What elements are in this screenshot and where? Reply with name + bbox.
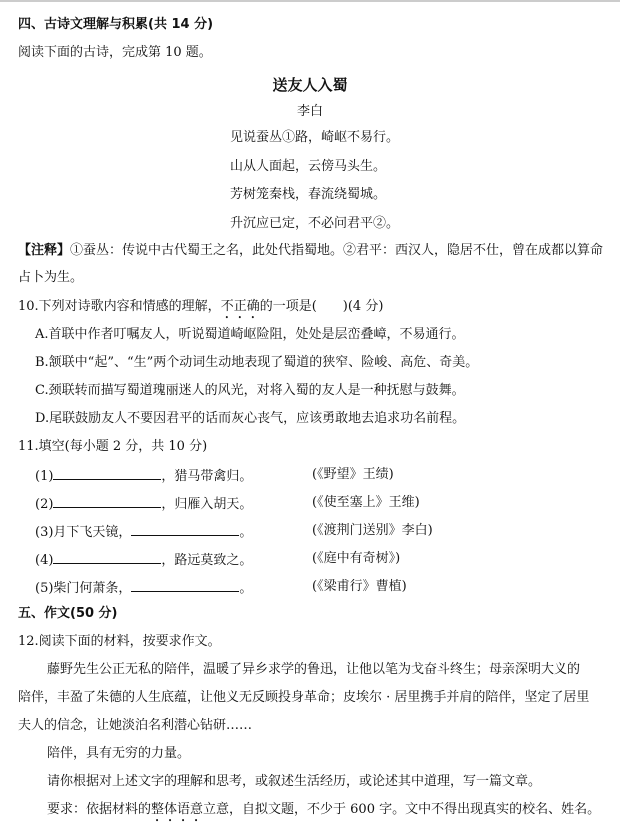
notes-text-1: ①蚕丛：传说中古代蜀王之名，此处代指蜀地。②君平：西汉人，隐居不仕，曾在成都以算命 — [70, 243, 604, 258]
q11-item-2-source: (《使至塞上》王维) — [312, 495, 420, 510]
q11-item-3-blank[interactable] — [131, 522, 239, 536]
q11-item-5-source: (《梁甫行》曹植) — [312, 579, 407, 594]
q11-item-1-post: ，猎马带禽归。 — [161, 469, 253, 484]
q11-item-5-post: 。 — [239, 581, 253, 596]
q11-item-3-pre: (3)月下飞天镜， — [35, 525, 132, 540]
poem-line-4: 升沉应已定，不必问君平②。 — [230, 216, 400, 231]
q11-item-5-blank[interactable] — [131, 578, 239, 592]
q11-item-2 — [35, 494, 252, 514]
page-top-border — [0, 0, 620, 2]
poem-line-3: 芳树笼秦栈，春流绕蜀城。 — [230, 187, 387, 202]
q11-item-4-source: (《庭中有奇树》) — [312, 551, 401, 566]
material-line-4: 陪伴，具有无穷的力量。 — [47, 746, 191, 761]
notes-label: 【注释】 — [18, 243, 71, 258]
q11-item-4-post: ，路远莫致之。 — [161, 553, 253, 568]
poem-line-2: 山从人面起，云傍马头生。 — [230, 159, 387, 174]
q10-option-d: D.尾联鼓励友人不要因君平的话而灰心丧气，应该勇敢地去追求功名前程。 — [35, 411, 466, 426]
q11-item-2-post: ，归雁入胡天。 — [161, 497, 253, 512]
material-line-1: 藤野先生公正无私的陪伴，温暖了异乡求学的鲁迅，让他以笔为戈奋斗终生；母亲深明大义的 — [47, 662, 581, 677]
poem-line-1: 见说蚕丛①路，崎岖不易行。 — [230, 130, 400, 145]
q10-option-a: A.首联中作者叮嘱友人，听说蜀道崎岖险阻，处处是层峦叠嶂，不易通行。 — [35, 327, 465, 342]
q10-option-b: B.颔联中“起”、“生”两个动词生动地表现了蜀道的狭窄、险峻、高危、奇美。 — [35, 355, 479, 370]
material-line-2: 陪伴，丰盈了朱德的人生底蕴，让他义无反顾投身革命；皮埃尔 · 居里携手并肩的陪伴，坚定了居里 — [18, 690, 590, 705]
q11-item-1-pre: (1) — [35, 469, 54, 484]
q11-item-4-blank[interactable] — [53, 550, 161, 564]
notes-line-1 — [18, 242, 603, 260]
q11-item-2-pre: (2) — [35, 497, 54, 512]
q11-item-4-pre: (4) — [35, 553, 54, 568]
q10-stem-emphasis: 不正确 — [220, 299, 260, 314]
q11-item-3 — [35, 522, 252, 542]
q11-item-5 — [35, 578, 252, 598]
q12-stem: 12.阅读下面的材料，按要求作文。 — [18, 634, 221, 649]
q10-option-c: C.颈联转而描写蜀道瑰丽迷人的风光，对将入蜀的友人是一种抚慰与鼓舞。 — [35, 383, 465, 398]
req-b: 立意，自拟文题，不少于 600 字。文中不得出现真实的校名、姓名。 — [203, 802, 601, 817]
q11-item-4 — [35, 550, 252, 570]
poem-title: 送友人入蜀 — [272, 76, 348, 94]
q10-stem-b: 的一项是( )(4 分) — [259, 299, 384, 314]
section4-intro: 阅读下面的古诗，完成第 10 题。 — [18, 45, 212, 60]
poem-author: 李白 — [296, 104, 323, 119]
q11-item-3-source: (《渡荆门送别》李白) — [312, 523, 433, 538]
notes-line-2: 占卜为生。 — [18, 270, 84, 285]
q11-stem: 11.填空(每小题 2 分，共 10 分) — [18, 439, 208, 454]
q11-item-5-pre: (5)柴门何萧条， — [35, 581, 132, 596]
q11-item-1 — [35, 466, 252, 486]
q11-item-1-blank[interactable] — [53, 466, 161, 480]
writing-requirements — [47, 801, 600, 825]
writing-prompt: 请你根据对上述文字的理解和思考，或叙述生活经历，或论述其中道理，写一篇文章。 — [47, 774, 542, 789]
q10-stem-a: 10.下列对诗歌内容和情感的理解， — [18, 299, 221, 314]
req-emphasis: 整体语意 — [151, 802, 204, 817]
q11-item-2-blank[interactable] — [53, 494, 161, 508]
q11-item-1-source: (《野望》王绩) — [312, 467, 394, 482]
section4-heading: 四、古诗文理解与积累(共 14 分) — [18, 17, 214, 32]
material-line-3: 夫人的信念，让她淡泊名利潜心钻研…… — [18, 718, 253, 733]
q11-item-3-post: 。 — [239, 525, 253, 540]
req-a: 要求：依据材料的 — [47, 802, 152, 817]
q10-stem — [18, 298, 383, 322]
section5-heading: 五、作文(50 分) — [18, 606, 118, 621]
